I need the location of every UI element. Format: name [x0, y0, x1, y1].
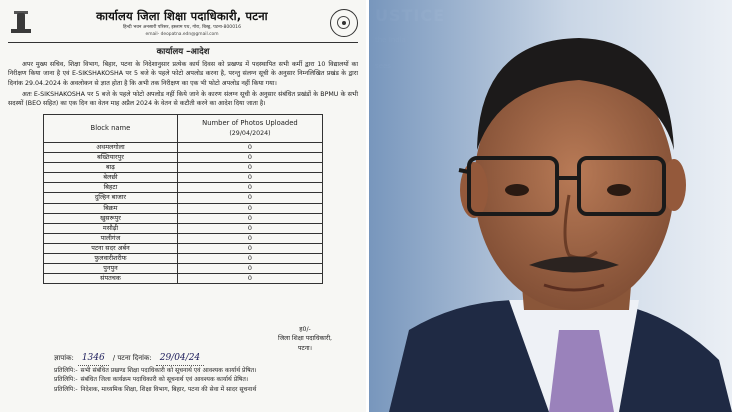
block-name-cell: संपतचक [44, 274, 178, 284]
copy-row: प्रतिलिपि:- निदेशक, माध्यमिक शिक्षा, शिक्षा विभाग, बिहार, पटना की सेवा में सादर सूचनार्थ [54, 385, 257, 393]
signature-designation: जिला शिक्षा पदाधिकारी, [277, 335, 333, 343]
table-row [44, 153, 323, 163]
photo-count-cell: 0 [177, 264, 322, 274]
block-name-cell: बख्तियारपुर [44, 153, 178, 163]
photo-count-cell: 0 [177, 153, 322, 163]
table-row [44, 243, 323, 253]
office-email: email- deopatna.edn@gmail.com [145, 31, 219, 37]
block-name-cell: पटना सदर अर्बन [44, 243, 178, 253]
letterhead-text [34, 8, 330, 39]
copy-row: प्रतिलिपि:- सभी संबंधित प्रखण्ड शिक्षा पदाधिकारी को सूचनार्थ एवं आवश्यक कार्यार्थ प्रेषित। [54, 367, 257, 374]
memo-line [54, 352, 204, 366]
order-paragraph-1: अपर मुख्य सचिव, शिक्षा विभाग, बिहार, पटना के निदेशानुसार प्रत्येक कार्य दिवस को प्रखण्ड में पदस्थापित सभी कर्मी द्वारा 10 विद्यालयों का निरीक्षण किया जाना है एवं E-SIKSHAKOSHA पर 5 बजे के पहले फोटो अपलोड करना है, परन्तु संलग्न सूची के अनुसार निम्नलिखित प्रखंड के द्वारा दिनांक 29.04.2024 के अवलोकन से ज्ञात होता है कि अभी तक निरीक्षण का एक भी फोटो अपलोड नहीं किया गया। [8, 61, 358, 87]
table-row [44, 203, 323, 213]
table-row [44, 264, 323, 274]
block-name-cell: बिक्रम [44, 203, 178, 213]
letterhead [8, 6, 358, 40]
block-name-cell: पालीगंज [44, 233, 178, 243]
photo-count-cell: 0 [177, 243, 322, 253]
photo-count-cell: 0 [177, 203, 322, 213]
block-name-cell: खुसरूपुर [44, 213, 178, 223]
table-row [44, 183, 323, 193]
photo-count-cell: 0 [177, 213, 322, 223]
photo-count-cell: 0 [177, 233, 322, 243]
table-row [44, 253, 323, 263]
official-portrait-photo [369, 0, 732, 412]
block-name-cell: पुनपुन [44, 264, 178, 274]
table-header-row [44, 114, 323, 142]
signature-sd: ह0/- [299, 326, 311, 333]
block-name-cell: अथमलगोला [44, 142, 178, 152]
table-row [44, 223, 323, 233]
memo-mid: / पटना दिनांक: [112, 354, 152, 362]
table-row [44, 163, 323, 173]
photo-count-cell: 0 [177, 183, 322, 193]
photo-count-cell: 0 [177, 274, 322, 284]
table-row [44, 233, 323, 243]
photo-count-cell: 0 [177, 253, 322, 263]
photo-count-cell: 0 [177, 193, 322, 203]
table-row [44, 213, 323, 223]
emblem-icon [8, 10, 34, 36]
block-name-cell: दुल्हिन बाजार [44, 193, 178, 203]
column-header-block: Block name [44, 114, 178, 142]
signature-block [250, 325, 360, 353]
block-name-cell: मसौढ़ी [44, 223, 178, 233]
memo-label: ज्ञापांक: [54, 354, 74, 362]
block-name-cell: बाढ़ [44, 163, 178, 173]
copy-row: प्रतिलिपि:- संबंधित जिला कार्यक्रम पदाधिकारी को सूचनार्थ एवं आवश्यक कार्यार्थ प्रेषित। [54, 376, 249, 384]
block-name-cell: बेलछी [44, 173, 178, 183]
memo-date: 29/04/24 [156, 352, 204, 366]
photo-count-cell: 0 [177, 163, 322, 173]
education-dept-seal-icon [330, 9, 358, 37]
photo-count-cell: 0 [177, 142, 322, 152]
order-title: कार्यालय –आदेश [156, 47, 210, 57]
office-address: हिन्दी भवन अनसारी परिसर, इस्लाम पथ, गोरा, बिस्ड्र, पटना-800016 [122, 25, 242, 31]
block-name-cell: फुलवारीशरीफ [44, 253, 178, 263]
photo-count-cell: 0 [177, 223, 322, 233]
column-header-photos: Number of Photos Uploaded (29/04/2024) [177, 114, 322, 142]
table-row [44, 173, 323, 183]
table-row [44, 274, 323, 284]
photo-count-cell: 0 [177, 173, 322, 183]
memo-number: 1346 [78, 352, 109, 366]
block-name-cell: बिहटा [44, 183, 178, 193]
signature-place: पटना। [297, 344, 312, 352]
header-divider [8, 42, 358, 43]
portrait-illustration [369, 0, 732, 412]
office-title: कार्यालय जिला शिक्षा पदाधिकारी, पटना [96, 8, 268, 23]
table-row [44, 142, 323, 152]
blocks-table [43, 114, 323, 284]
table-row [44, 193, 323, 203]
copy-to-list [54, 366, 359, 394]
order-paragraph-2: अतः E-SIKSHAKOSHA पर 5 बजे के पहले फोटो अपलोड नहीं किये जाने के कारण संलग्न सूची के अनुसार संबंधित प्रखंडों के BPMU के सभी सदस्यों (BEO सहित) का एक दिन का वेतन माह अप्रैल 2024 के वेतन से कटौती करने का आदेश दिया जाता है। [8, 90, 358, 107]
